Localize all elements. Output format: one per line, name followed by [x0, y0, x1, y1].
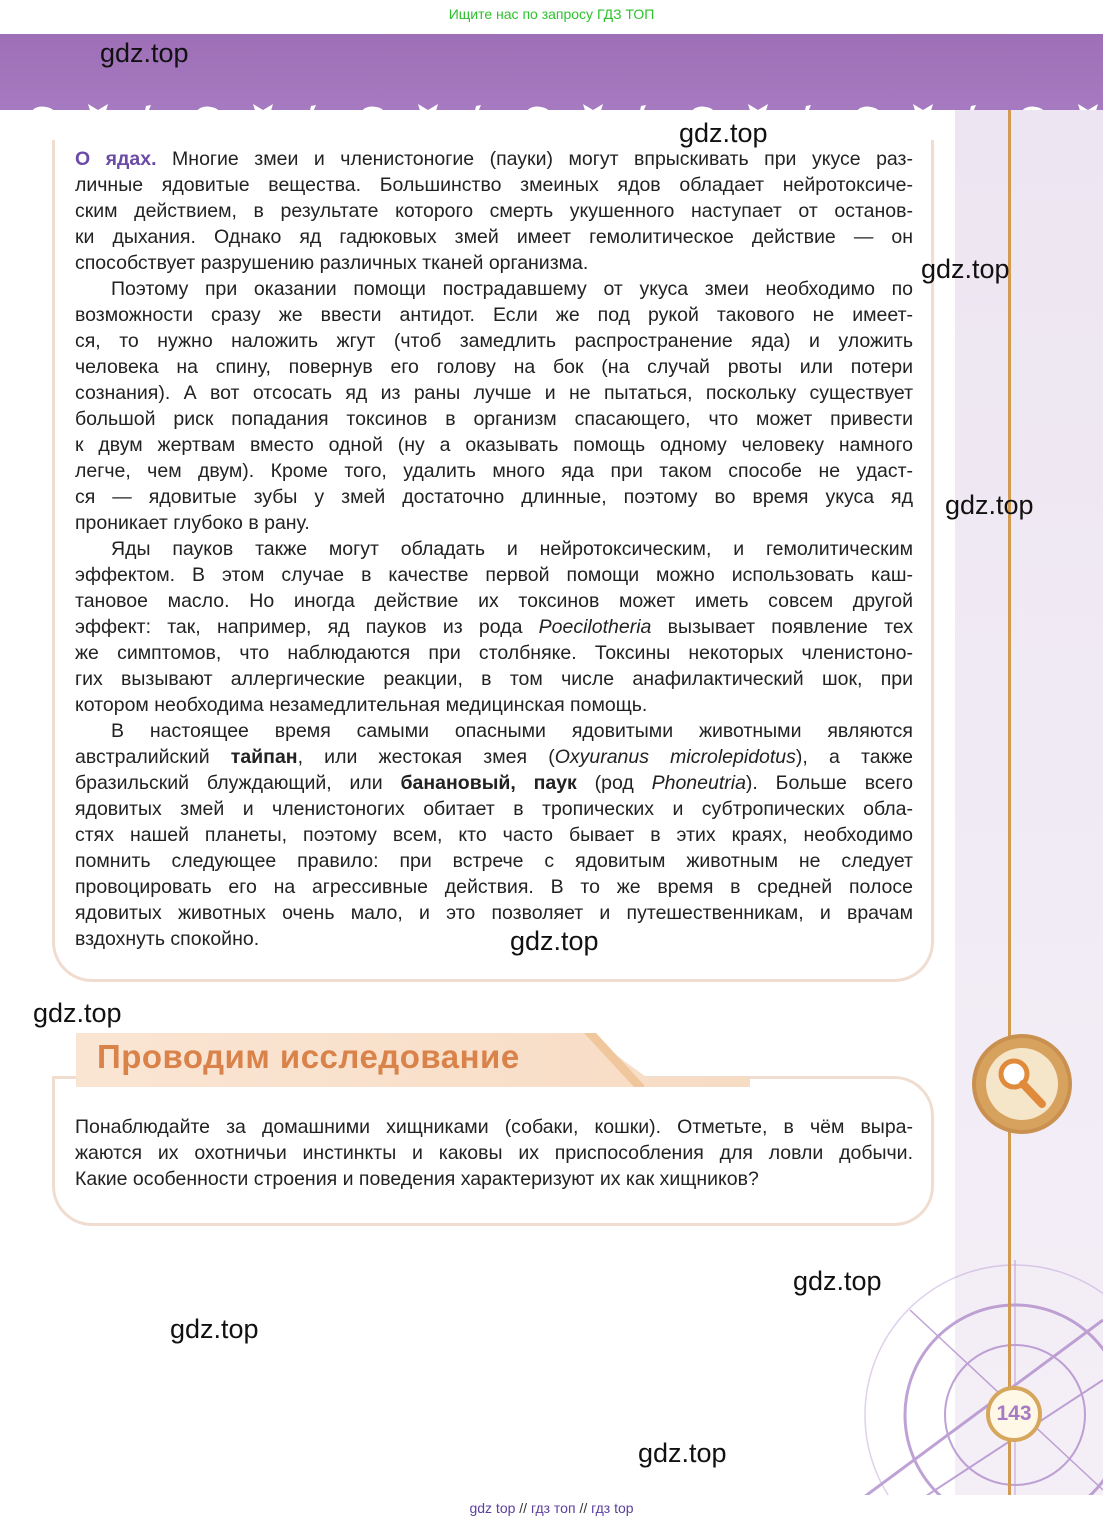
goat-icon [358, 100, 388, 130]
text-line [75, 744, 913, 770]
watermark: gdz.top [33, 998, 122, 1028]
footer-separator: // [519, 1500, 528, 1516]
page-number: 143 [986, 1386, 1042, 1442]
margin-line [1008, 110, 1011, 1495]
text-span: ским действием, в результате которого смерть укушенного наступает от останов- [75, 200, 913, 222]
research-line: Понаблюдайте за домашними хищниками (собаки, кошки). Отметьте, в чём выра- [75, 1116, 913, 1138]
text-span: сознания). А вот отсосать яд из раны лучше и не пытаться, поскольку существует [75, 382, 913, 404]
text-span: банановый, паук [400, 772, 577, 794]
text-span: вызывает появление тех [651, 616, 914, 638]
text-line [75, 406, 913, 432]
text-line [75, 276, 913, 302]
text-line [75, 588, 913, 614]
text-line [75, 874, 913, 900]
watermark: gdz.top [945, 490, 1034, 520]
giraffe-icon [413, 100, 443, 130]
text-span: ). Больше всего [745, 772, 913, 794]
text-line [75, 172, 913, 198]
text-span: человека на спину, повернув его голову на бок (на случай рвоты или потери [75, 356, 913, 378]
text-span: к двум жертвам вместо одной (ну а оказывать помощь одному человеку намного [75, 434, 913, 456]
article-text [75, 146, 913, 952]
text-line [75, 458, 913, 484]
watermark: gdz.top [638, 1438, 727, 1468]
text-line [75, 796, 913, 822]
dolphin-icon [303, 100, 333, 130]
text-span: ядовитых животных очень мало, и это позволяет и путешественникам, и врачам [75, 902, 913, 924]
bull-icon [523, 100, 553, 130]
animal-icons-row [28, 100, 1103, 130]
paragraph [75, 536, 913, 718]
text-line [75, 432, 913, 458]
footer-link[interactable]: гдз топ [530, 1500, 576, 1516]
paragraph [75, 276, 913, 536]
bird-icon [248, 100, 278, 130]
text-span: же симптомов, что наблюдаются при столбняке. Токсины некоторых членистоно- [75, 642, 913, 664]
text-line [75, 380, 913, 406]
text-span: способствует разрушению различных тканей организма. [75, 252, 589, 274]
text-span: ся, то нужно наложить жгут (чтоб замедлить распространение яда) и уложить [75, 330, 913, 352]
text-line [75, 666, 913, 692]
magnifier-badge [972, 1034, 1072, 1134]
text-span: , или жестокая змея ( [297, 746, 555, 768]
text-span: Poecilotheria [538, 616, 652, 638]
watermark: gdz.top [921, 254, 1010, 284]
search-hint: Ищите нас по запросу ГДЗ ТОП [448, 6, 655, 22]
text-span: Яды пауков также могут обладать и нейротоксическим, и гемолитическим [111, 538, 913, 560]
text-line [75, 198, 913, 224]
text-line [75, 562, 913, 588]
frog-icon [633, 100, 663, 130]
text-line [75, 848, 913, 874]
paragraph [75, 718, 913, 952]
text-line [75, 354, 913, 380]
text-span: бразильский блуждающий, или [75, 772, 401, 794]
text-span: личные ядовитые вещества. Большинство змеиных ядов обладает нейротоксиче- [75, 174, 913, 196]
text-line [75, 146, 913, 172]
text-line [75, 614, 913, 640]
text-span: гих вызывают аллергические реакции, в том числе анафилактический шок, при [75, 668, 913, 690]
text-span: легче, чем двум). Кроме того, удалить много яда при таком способе не удаст- [75, 460, 913, 482]
text-span: эффектом. В этом случае в качестве первой помощи можно использовать каш- [75, 564, 913, 586]
watermark: gdz.top [170, 1314, 259, 1344]
research-text [75, 1114, 913, 1192]
insect-icon [468, 100, 498, 130]
text-span: Oxyuranus microlepidotus [554, 746, 796, 768]
text-span: возможности сразу же ввести антидот. Если же под рукой такового не имеет- [75, 304, 913, 326]
text-span: помнить следующее правило: при встрече с ядовитым животным не следует [75, 850, 913, 872]
text-line [75, 328, 913, 354]
text-line [75, 302, 913, 328]
text-line [75, 510, 913, 536]
footer-links [0, 1500, 1103, 1516]
text-span: тановое масло. Но иногда действие их токсинов может иметь совсем другой [75, 590, 913, 612]
footer-link[interactable]: гдз top [591, 1500, 634, 1516]
footer-separator: // [579, 1500, 588, 1516]
watermark: gdz.top [679, 118, 768, 148]
text-line [75, 770, 913, 796]
magnifier-icon [990, 1052, 1054, 1116]
watermark: gdz.top [510, 926, 599, 956]
text-span: Phoneutria [651, 772, 746, 794]
text-span: котором необходима незамедлительная медицинская помощь. [75, 694, 648, 716]
kangaroo-icon [578, 100, 608, 130]
horse-icon [853, 100, 883, 130]
text-line [75, 900, 913, 926]
watermark: gdz.top [100, 38, 189, 68]
text-line [75, 640, 913, 666]
section-heading: О ядах. [75, 148, 157, 170]
text-span: ядовитых змей и членистоногих обитает в тропических и субтропических обла- [75, 798, 913, 820]
text-line [75, 718, 913, 744]
text-line [75, 536, 913, 562]
scorpion-icon [138, 100, 168, 130]
text-span: ки дыхания. Однако яд гадюковых змей имеет гемолитическое действие — он [75, 226, 913, 248]
text-span: Поэтому при оказании помощи пострадавшему от укуса змеи необходимо по [111, 278, 913, 300]
text-span: вздохнуть спокойно. [75, 928, 260, 950]
bird-icon [908, 100, 938, 130]
horse-icon [193, 100, 223, 130]
text-span: ), а также [795, 746, 914, 768]
paragraph [75, 146, 913, 276]
decorative-circles [820, 1200, 1103, 1495]
research-line: жаются их охотничьи инстинкты и каковы их приспособления для ловли добычи. [75, 1142, 913, 1164]
text-span: австралийский [75, 746, 231, 768]
text-line [75, 250, 913, 276]
text-span: провоцировать его на агрессивные действия. В то же время в средней полосе [75, 876, 913, 898]
scorpion-icon [798, 100, 828, 130]
text-span: проникает глубоко в рану. [75, 512, 310, 534]
text-span: В настоящее время самыми опасными ядовитыми животными являются [111, 720, 913, 742]
text-span: (род [576, 772, 652, 794]
text-span: ся — ядовитые зубы у змей достаточно длинные, поэтому во время укуса яд [75, 486, 913, 508]
research-line: Какие особенности строения и поведения характеризуют их как хищников? [75, 1168, 759, 1190]
text-line [75, 926, 913, 952]
butterfly-icon [83, 100, 113, 130]
text-line [75, 224, 913, 250]
rhino-icon [28, 100, 58, 130]
research-title: Проводим исследование [97, 1038, 520, 1075]
text-span: эффект: так, например, яд пауков из рода [75, 616, 539, 638]
text-line [75, 822, 913, 848]
footer-link[interactable]: gdz top [469, 1500, 516, 1516]
text-span: большой риск попадания токсинов в организм спасающего, что может привести [75, 408, 913, 430]
text-span: тайпан [230, 746, 298, 768]
text-line [75, 484, 913, 510]
text-span: стях нашей планеты, поэтому всем, кто часто бывает в этих краях, необходимо [75, 824, 913, 846]
watermark: gdz.top [793, 1266, 882, 1296]
text-span: Многие змеи и членистоногие (пауки) могут впрыскивать при укусе раз- [156, 148, 913, 170]
text-line [75, 692, 913, 718]
